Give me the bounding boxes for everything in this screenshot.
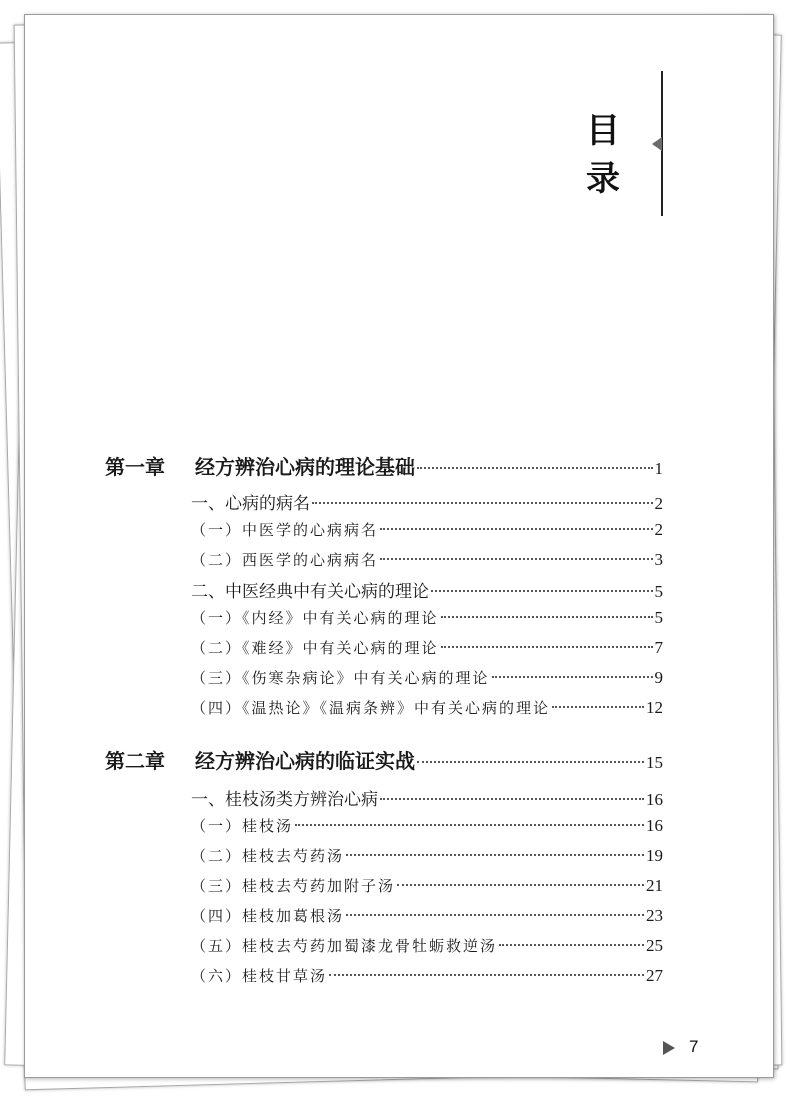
- dot-leader: [380, 528, 652, 530]
- entry-page-number: 23: [646, 906, 663, 925]
- dot-leader: [312, 502, 653, 504]
- toc-subsection-row[interactable]: [191, 905, 663, 926]
- entry-page-number: 16: [646, 816, 663, 835]
- entry-page-number: 19: [646, 846, 663, 865]
- toc-chapter-row[interactable]: [105, 745, 663, 774]
- entry-label: 一、心病的病名: [191, 494, 310, 514]
- entry-label: （一）桂枝汤: [191, 817, 294, 835]
- page-number: 7: [689, 1037, 699, 1056]
- toc-subsection-row[interactable]: [191, 519, 663, 540]
- dot-leader: [380, 558, 652, 560]
- play-triangle-icon: [663, 1041, 675, 1055]
- dot-leader: [552, 706, 644, 708]
- dot-leader: [441, 646, 653, 648]
- toc-subsection-row[interactable]: [191, 549, 663, 570]
- dot-leader: [431, 590, 653, 592]
- chapter-number: 第二章: [105, 749, 165, 773]
- dot-leader: [329, 974, 644, 976]
- dot-leader: [417, 761, 644, 763]
- entry-label: （一）《内经》中有关心病的理论: [191, 609, 439, 627]
- entry-page-number: 21: [646, 876, 663, 895]
- entry-label: （五）桂枝去芍药加蜀漆龙骨牡蛎救逆汤: [191, 937, 498, 955]
- toc-subsection-row[interactable]: [191, 815, 663, 836]
- entry-label: （四）桂枝加葛根汤: [191, 907, 345, 925]
- toc-subsection-row[interactable]: [191, 875, 663, 896]
- chapter-number: 第一章: [105, 455, 165, 479]
- entry-label: （二）西医学的心病病名: [191, 551, 379, 569]
- toc-section-row[interactable]: [191, 489, 663, 514]
- entry-page-number: 5: [654, 608, 663, 627]
- entry-page-number: 5: [654, 582, 663, 601]
- entry-page-number: 7: [654, 638, 663, 657]
- chapter-page-number: 1: [654, 459, 663, 478]
- dot-leader: [417, 467, 653, 469]
- entry-label: （六）桂枝甘草汤: [191, 967, 328, 985]
- entry-label: （二）《难经》中有关心病的理论: [191, 639, 439, 657]
- entry-page-number: 3: [654, 550, 663, 569]
- page-title-char: 目: [586, 111, 620, 151]
- page-title: [581, 107, 625, 203]
- entry-page-number: 27: [646, 966, 663, 985]
- entry-page-number: 9: [654, 668, 663, 687]
- entry-page-number: 2: [654, 520, 663, 539]
- dot-leader: [492, 676, 653, 678]
- toc-subsection-row[interactable]: [191, 667, 663, 688]
- dot-leader: [499, 944, 644, 946]
- entry-page-number: 12: [646, 698, 663, 717]
- page-title-char: 录: [586, 159, 620, 199]
- entry-label: （四）《温热论》《温病条辨》中有关心病的理论: [191, 699, 551, 717]
- chapter-label: [105, 745, 415, 774]
- dot-leader: [441, 616, 653, 618]
- heading-pointer-icon: [652, 137, 662, 151]
- entry-label: 一、桂枝汤类方辨治心病: [191, 790, 378, 810]
- chapter-title: 经方辨治心病的理论基础: [195, 455, 415, 479]
- entry-page-number: 25: [646, 936, 663, 955]
- toc-subsection-row[interactable]: [191, 637, 663, 658]
- chapter-page-number: 15: [646, 753, 663, 772]
- dot-leader: [295, 824, 644, 826]
- dot-leader: [397, 884, 644, 886]
- entry-label: （三）《伤寒杂病论》中有关心病的理论: [191, 669, 490, 687]
- entry-page-number: 2: [654, 494, 663, 513]
- entry-label: 二、中医经典中有关心病的理论: [191, 582, 429, 602]
- chapter-title: 经方辨治心病的临证实战: [195, 749, 415, 773]
- toc-subsection-row[interactable]: [191, 965, 663, 986]
- entry-label: （二）桂枝去芍药汤: [191, 847, 345, 865]
- entry-label: （一）中医学的心病病名: [191, 521, 379, 539]
- toc-subsection-row[interactable]: [191, 607, 663, 628]
- toc-subsection-row[interactable]: [191, 697, 663, 718]
- toc-chapter-row[interactable]: [105, 451, 663, 480]
- dot-leader: [346, 854, 644, 856]
- toc-section-row[interactable]: [191, 577, 663, 602]
- toc-subsection-row[interactable]: [191, 845, 663, 866]
- chapter-label: [105, 451, 415, 480]
- dot-leader: [380, 798, 644, 800]
- contents-heading: [25, 15, 773, 255]
- entry-label: （三）桂枝去芍药加附子汤: [191, 877, 396, 895]
- dot-leader: [346, 914, 644, 916]
- toc-section-row[interactable]: [191, 785, 663, 810]
- toc-page: [24, 14, 774, 1078]
- toc-subsection-row[interactable]: [191, 935, 663, 956]
- entry-page-number: 16: [646, 790, 663, 809]
